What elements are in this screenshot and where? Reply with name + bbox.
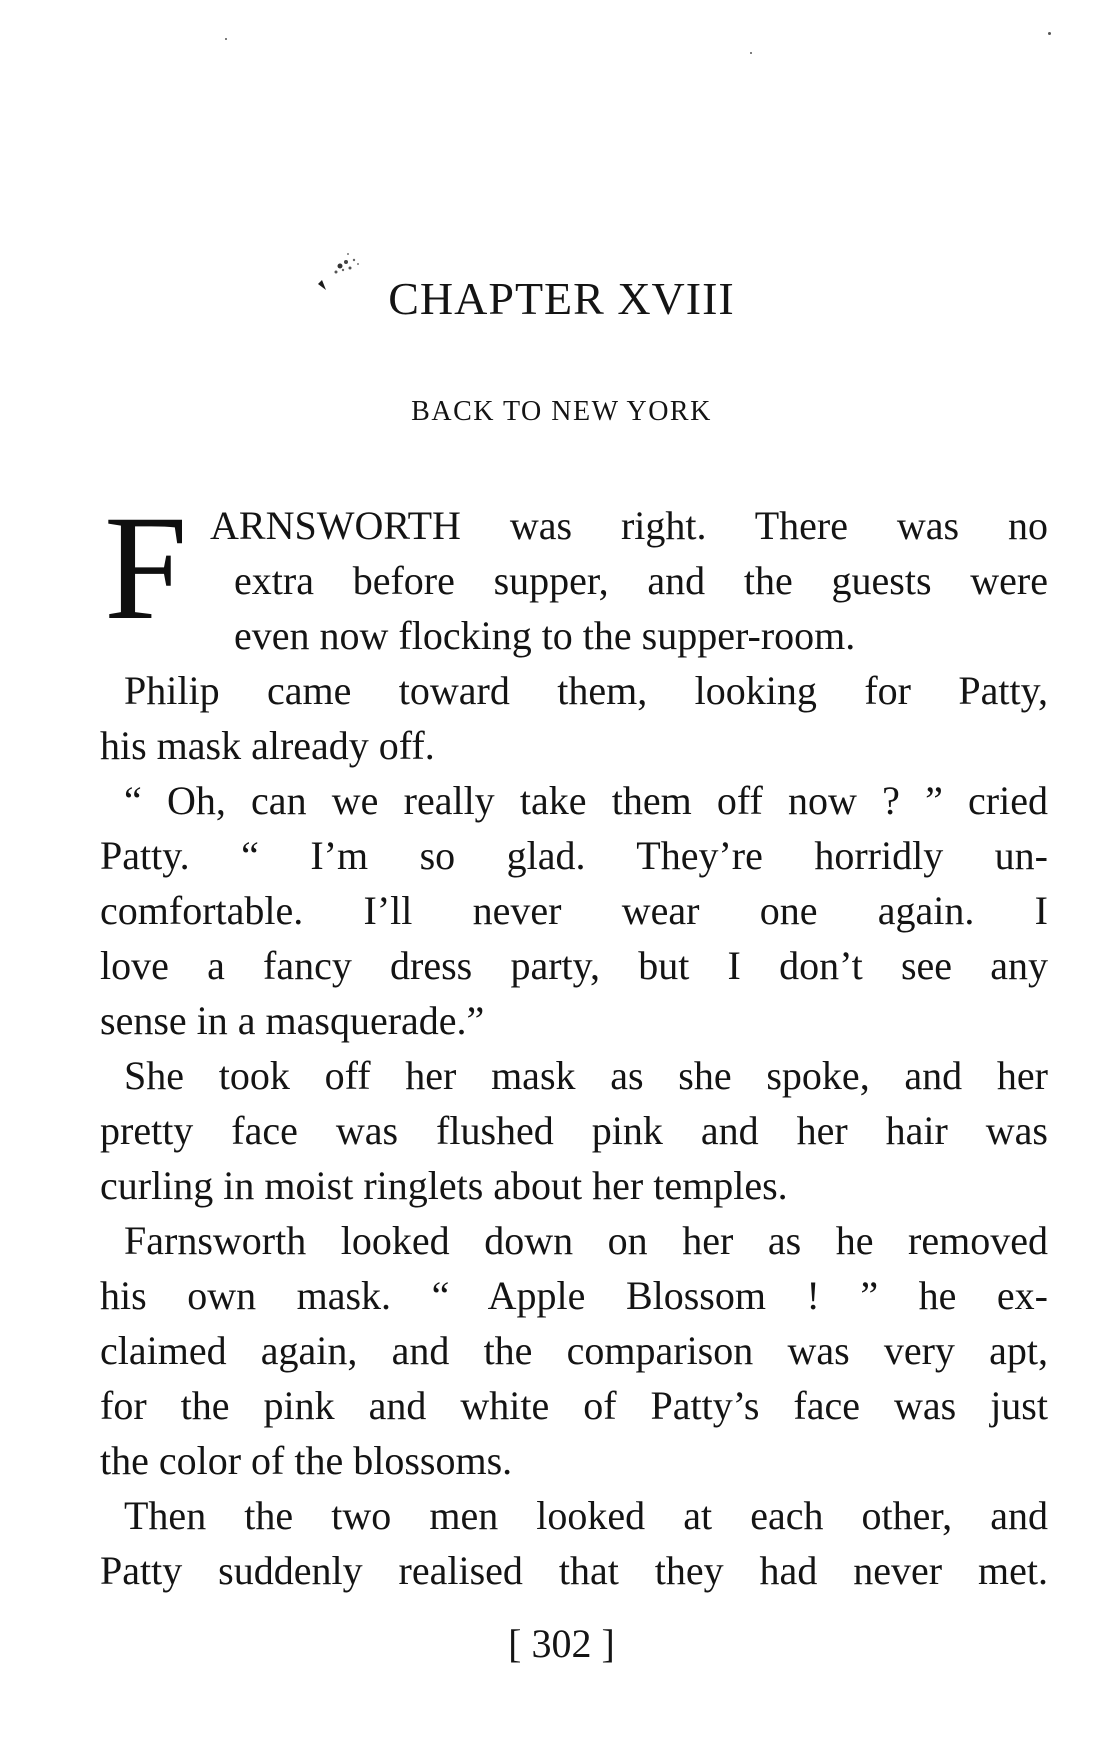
text-line: ARNSWORTH was right. There was no [210, 503, 1048, 548]
text-line: Philip came toward them, looking for Patty, [124, 668, 1048, 713]
text-line: his own mask. “ Apple Blossom ! ” he ex- [100, 1273, 1048, 1318]
chapter-subtitle: BACK TO NEW YORK [411, 396, 712, 427]
drop-cap: F [104, 485, 188, 651]
text-line: Farnsworth looked down on her as he removed [124, 1218, 1048, 1263]
scan-speck [750, 52, 752, 54]
text-line: She took off her mask as she spoke, and her [124, 1053, 1048, 1098]
paragraph [100, 1048, 1048, 1213]
chapter-title: CHAPTER XVIII [388, 273, 735, 324]
text-line: love a fancy dress party, but I don’t see any [100, 943, 1048, 988]
paragraph [100, 773, 1048, 1048]
text-line: Patty suddenly realised that they had never met. [100, 1548, 1048, 1593]
text-line: Patty. “ I’m so glad. They’re horridly un- [100, 833, 1048, 878]
text-line: Then the two men looked at each other, and [124, 1493, 1048, 1538]
text-line: extra before supper, and the guests were [234, 558, 1048, 603]
paragraph [100, 663, 1048, 773]
text-line: “ Oh, can we really take them off now ? ” cried [124, 778, 1048, 823]
text-line: his mask already off. [100, 723, 435, 768]
text-line: even now flocking to the supper-room. [234, 613, 856, 658]
text-line: curling in moist ringlets about her temples. [100, 1163, 788, 1208]
paragraph [100, 1213, 1048, 1488]
text-line: pretty face was flushed pink and her hair was [100, 1108, 1048, 1153]
paragraph [100, 1488, 1048, 1598]
scan-speck [225, 38, 227, 40]
text-line: for the pink and white of Patty’s face was just [100, 1383, 1048, 1428]
text-line: comfortable. I’ll never wear one again. I [100, 888, 1048, 933]
text-line: sense in a masquerade.” [100, 998, 485, 1043]
text-line: the color of the blossoms. [100, 1438, 513, 1483]
page-number: [ 302 ] [508, 1621, 615, 1666]
scan-speck [1048, 32, 1051, 35]
text-line: claimed again, and the comparison was very apt, [100, 1328, 1048, 1373]
